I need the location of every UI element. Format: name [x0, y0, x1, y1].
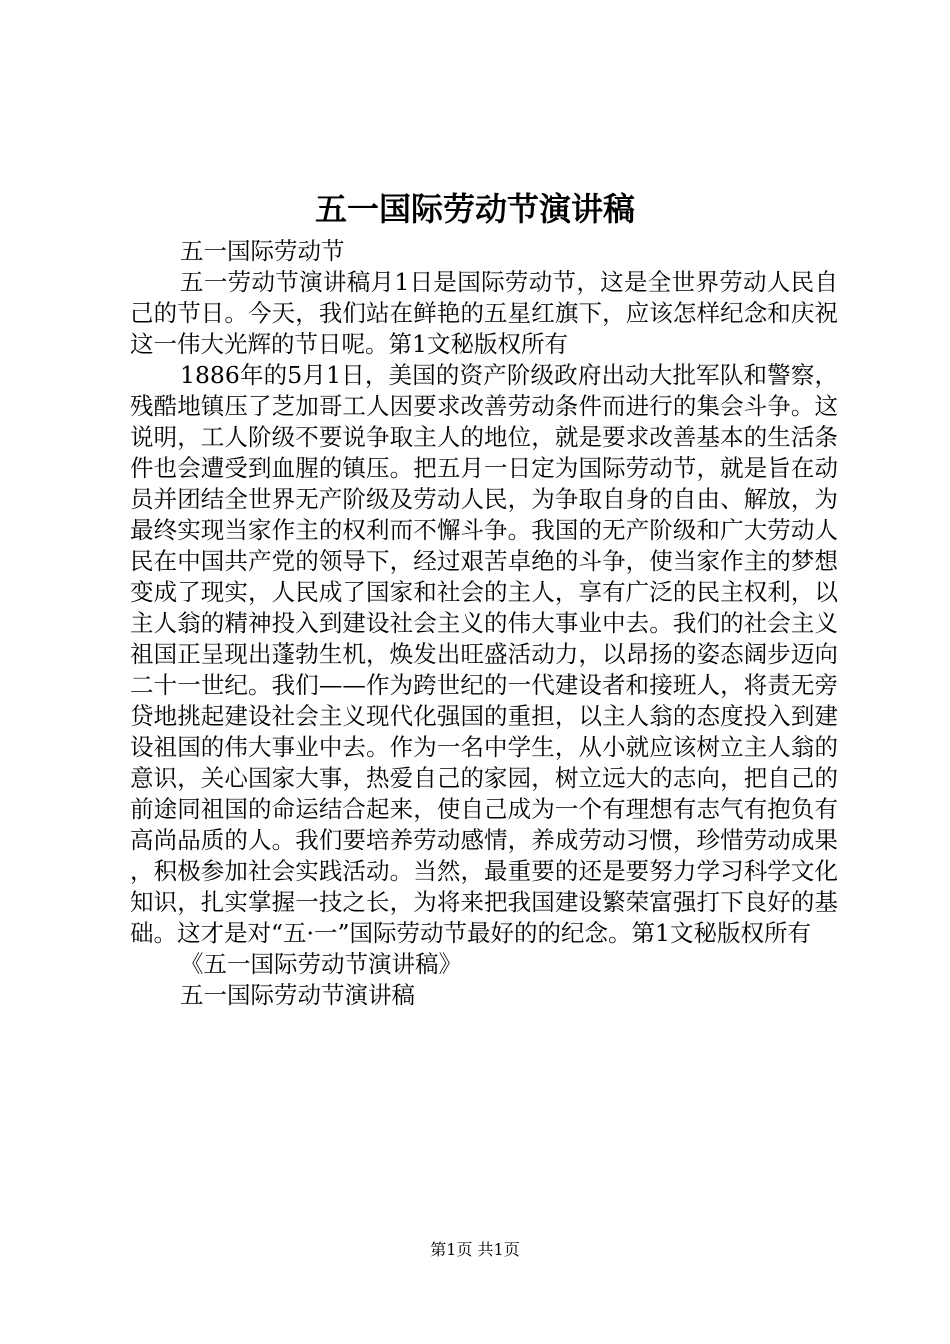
document-body [130, 236, 838, 1011]
page-footer: 第1页 共1页 [430, 1240, 520, 1259]
paragraph-book-title: 《五一国际劳动节演讲稿》 [180, 950, 462, 978]
document-title: 五一国际劳动节演讲稿 [314, 190, 635, 228]
paragraph-main: 1886年的5月1日，美国的资产阶级政府出动大批军队和警察，残酷地镇压了芝加哥工人因要求改善劳动条件而进行的集会斗争。这说明，工人阶级不要说争取主人的地位，就是要求改善基本的生活条件也会遭受到血腥的镇压。把五月一日定为国际劳动节，就是旨在动员并团结全世界无产阶级及劳动人民，为争取自身的自由、解放，为最终实现当家作主的权利而不懈斗争。我国的无产阶级和广大劳动人民在中国共产党的领导下，经过艰苦卓绝的斗争，使当家作主的梦想变成了现实，人民成了国家和社会的主人，享有广泛的民主权利，以主人翁的精神投入到建设社会主义的伟大事业中去。我们的社会主义祖国正呈现出蓬勃生机，焕发出旺盛活动力，以昂扬的姿态阔步迈向二十一世纪。我们——作为跨世纪的一代建设者和接班人，将责无旁贷地挑起建设社会主义现代化强国的重担，以主人翁的态度投入到建设祖国的伟大事业中去。作为一名中学生，从小就应该树立主人翁的意识，关心国家大事，热爱自己的家园，树立远大的志向，把自己的前途同祖国的命运结合起来，使自己成为一个有理想有志气有抱负有高尚品质的人。我们要培养劳动感情，养成劳动习惯，珍惜劳动成果，积极参加社会实践活动。当然，最重要的还是要努力学习科学文化知识，扎实掌握一技之长，为将来把我国建设繁荣富强打下良好的基础。这才是对“五·一”国际劳动节最好的的纪念。第1文秘版权所有 [130, 361, 838, 947]
paragraph-subtitle: 五一国际劳动节 [180, 237, 345, 265]
paragraph-closing-title: 五一国际劳动节演讲稿 [180, 981, 415, 1009]
paragraph-intro: 五一劳动节演讲稿月1日是国际劳动节，这是全世界劳动人民自己的节日。今天，我们站在鲜艳的五星红旗下，应该怎样纪念和庆祝这一伟大光辉的节日呢。第1文秘版权所有 [130, 268, 838, 358]
